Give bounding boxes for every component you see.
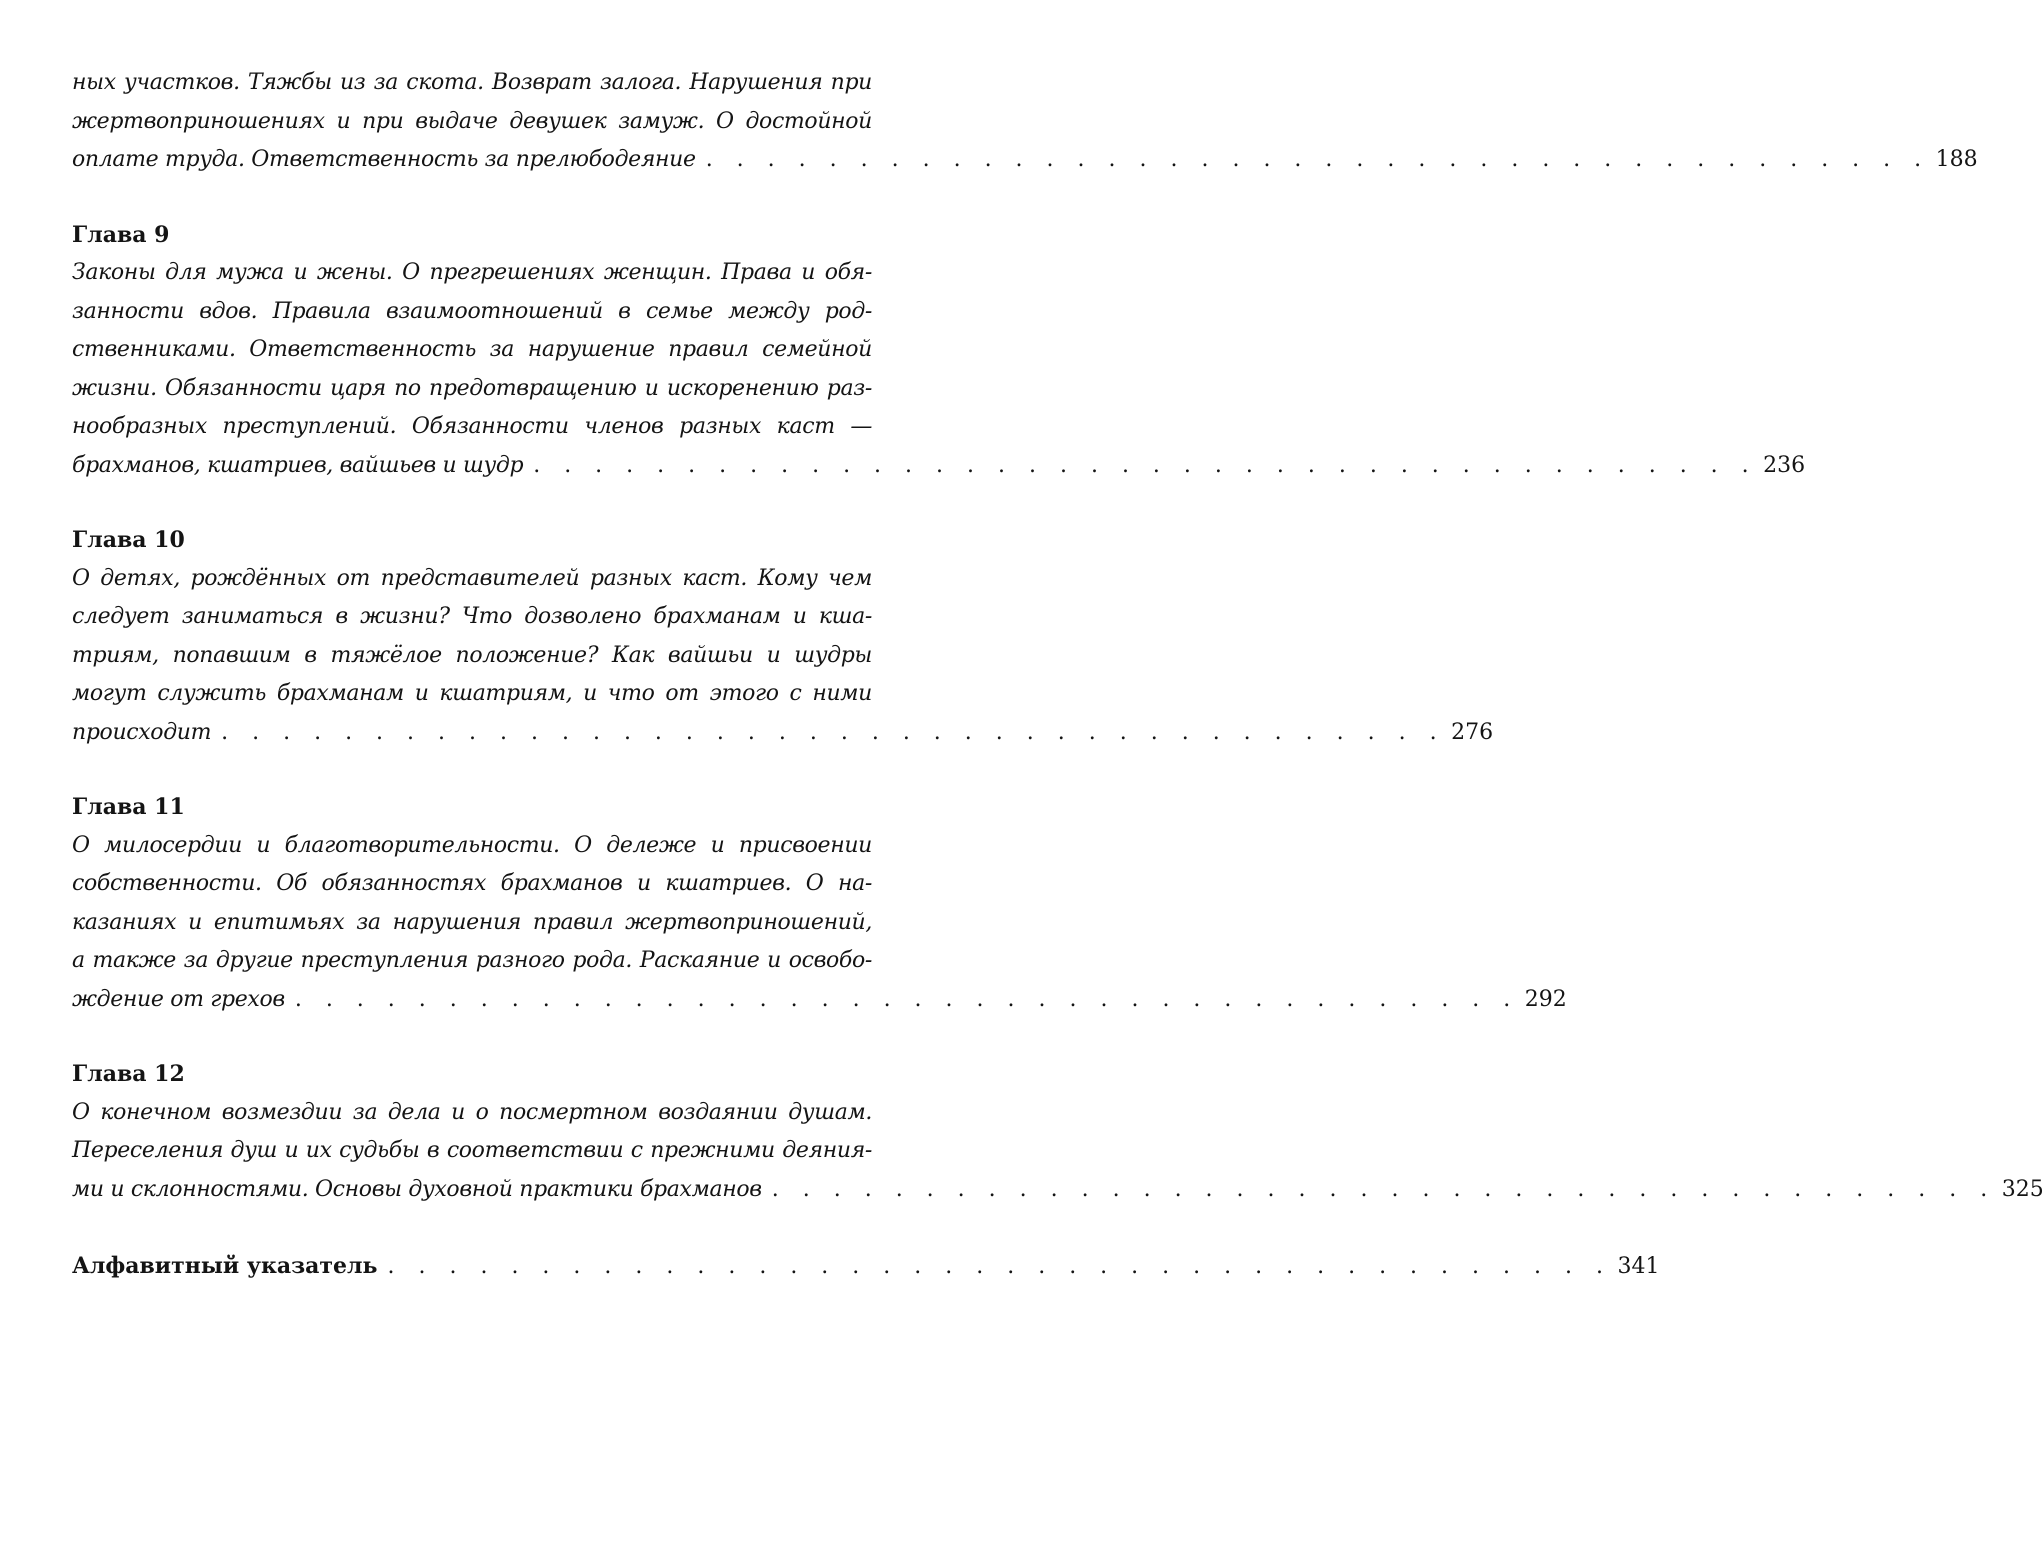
toc-last-line (72, 714, 1494, 753)
description-line: следует заниматься в жизни? Что дозволено брахманам и кша- (72, 604, 872, 629)
description-line: нообразных преступлений. Обязанности членов разных каст — (72, 414, 872, 439)
description-line: а также за другие преступления разного рода. Раскаяние и освобо- (72, 948, 872, 973)
chapter-title: Глава 9 (72, 221, 170, 248)
toc-entry-index (72, 1247, 1660, 1286)
chapter-title: Глава 10 (72, 527, 185, 553)
description-line: О детях, рождённых от представителей разных каст. Кому чем (72, 565, 872, 591)
dot-leader: . . . . . . . . . . . . . . . . . . . . . . . . . . . . . . . . . . . . . . . . (533, 452, 1758, 478)
page-number: 341 (1617, 1254, 1660, 1279)
description-line: ми и склонностями. Основы духовной практики брахманов (72, 1176, 762, 1202)
dot-leader: . . . . . . . . . . . . . . . . . . . . . . . . . . . . . . . . . . . . . . . . (771, 1176, 1996, 1202)
page-number: 188 (1935, 147, 1978, 172)
description-line: собственности. Об обязанностях брахманов и кшатриев. О на- (72, 871, 872, 896)
description-line: происходит (72, 719, 212, 745)
dot-leader: . . . . . . . . . . . . . . . . . . . . . . . . . . . . . . . . . . . . . . . . (221, 719, 1446, 745)
description-line: ственниками. Ответственность за нарушение правил семейной (72, 337, 872, 362)
description-line: жертвоприношениях и при выдаче девушек замуж. О достойной (72, 108, 872, 134)
toc-last-line (72, 141, 1978, 180)
chapter-title: Глава 11 (72, 794, 185, 820)
toc-last-line (72, 981, 1567, 1020)
toc-last-line (72, 447, 1806, 486)
description-line: брахманов, кшатриев, вайшьев и шудр (72, 452, 524, 478)
description-line: жизни. Обязанности царя по предотвращению и искоренению раз- (72, 375, 872, 401)
description-line: могут служить брахманам и кшатриям, и что от этого с ними (72, 681, 872, 706)
toc-entry-chapter-9 (72, 216, 1806, 486)
page-number: 276 (1451, 719, 1494, 745)
description-line: Переселения душ и их судьбы в соответствии с прежними деяния- (72, 1138, 872, 1163)
chapter-title: Глава 12 (72, 1061, 185, 1087)
toc-entry-chapter-12 (72, 1055, 2044, 1209)
dot-leader: . . . . . . . . . . . . . . . . . . . . . . . . . . . . . . . . . . . . . . . . (294, 986, 1519, 1012)
description-line: О конечном возмездии за дела и о посмертном воздаянии душам. (72, 1099, 872, 1125)
dot-leader: . . . . . . . . . . . . . . . . . . . . . . . . . . . . . . . . . . . . . . . . (705, 147, 1930, 172)
description-line: ждение от грехов (72, 986, 285, 1012)
description-line: Законы для мужа и жены. О прегрешениях женщин. Права и обя- (72, 260, 872, 285)
description-line: О милосердии и благотворительности. О дележе и присвоении (72, 832, 872, 858)
toc-last-line (72, 1171, 2044, 1210)
description-line: ных участков. Тяжбы из за скота. Возврат залога. Нарушения при (72, 70, 872, 95)
description-line: занности вдов. Правила взаимоотношений в семье между род- (72, 298, 872, 324)
toc-entry-chapter-11 (72, 788, 1567, 1019)
page-number: 292 (1524, 986, 1567, 1012)
description-line: оплате труда. Ответственность за прелюбодеяние (72, 147, 696, 172)
toc-entry-chapter-10 (72, 521, 1494, 752)
description-line: казаниях и епитимьях за нарушения правил жертвоприношений, (72, 909, 872, 935)
description-line: триям, попавшим в тяжёлое положение? Как вайшьи и шудры (72, 642, 872, 668)
toc-entry-continued (72, 64, 1978, 180)
dot-leader: . . . . . . . . . . . . . . . . . . . . . . . . . . . . . . . . . . . . . . . . (387, 1254, 1612, 1279)
page-number: 236 (1763, 452, 1806, 478)
index-title: Алфавитный указатель (72, 1253, 378, 1279)
table-of-contents (72, 64, 2044, 1286)
page-number: 325 (2001, 1176, 2044, 1202)
